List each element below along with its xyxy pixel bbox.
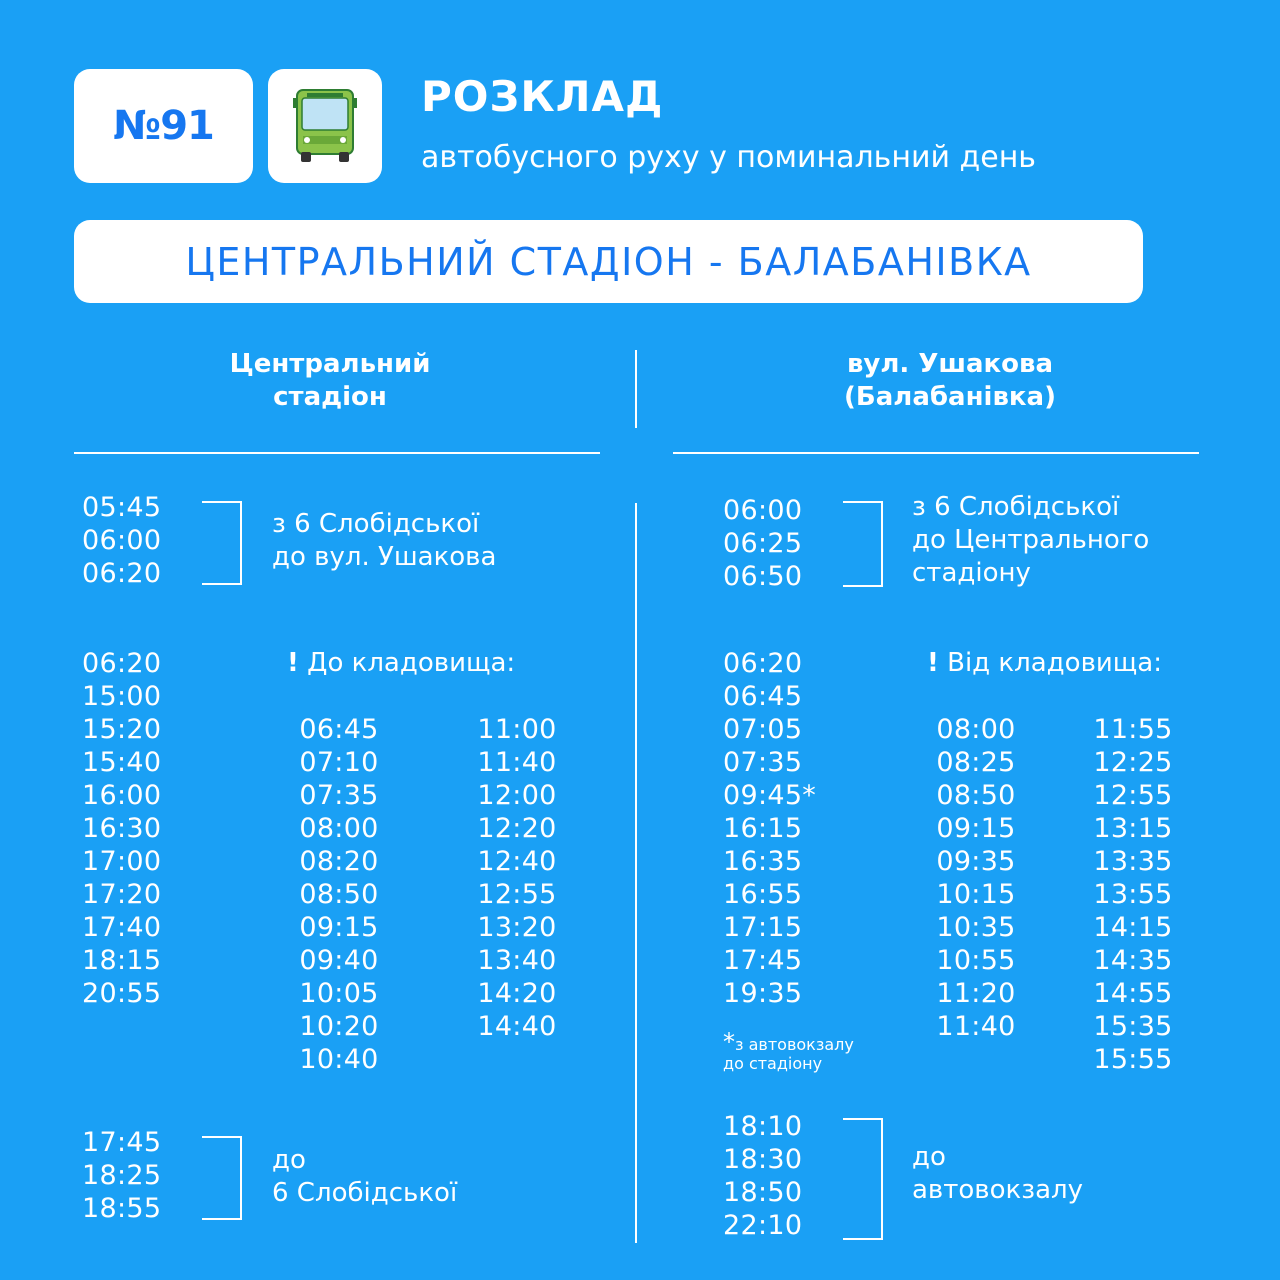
route-number: №91 <box>113 103 214 149</box>
time-entry: 06:20 <box>82 648 162 679</box>
time-entry: 18:25 <box>82 1160 162 1191</box>
time-entry: 18:50 <box>723 1177 803 1208</box>
left-block3-times <box>82 1126 161 1225</box>
right-block1-note-line1: з 6 Слобідської <box>912 492 1120 522</box>
right-block1-note-line2: до Центрального <box>912 525 1150 555</box>
time-entry: 10:35 <box>936 912 1016 943</box>
time-entry: 12:55 <box>477 879 557 910</box>
time-entry: 13:55 <box>1093 879 1173 910</box>
right-block3-times <box>723 1110 802 1242</box>
left-block3-note-line1: до <box>272 1145 306 1175</box>
time-entry: 09:40 <box>299 945 379 976</box>
time-entry: 22:10 <box>723 1210 803 1241</box>
right-block3-note-line2: автовокзалу <box>912 1175 1084 1205</box>
left-block1-times <box>82 491 161 590</box>
time-entry: 14:55 <box>1093 978 1173 1009</box>
page-subtitle: автобусного руху у поминальний день <box>421 140 1036 175</box>
time-entry: 07:10 <box>299 747 379 778</box>
time-entry: 11:20 <box>936 978 1016 1009</box>
time-entry: 10:05 <box>299 978 379 1009</box>
time-entry: 20:55 <box>82 978 162 1009</box>
time-entry: 18:10 <box>723 1111 803 1142</box>
time-entry: 15:00 <box>82 681 162 712</box>
time-entry: 08:50 <box>299 879 379 910</box>
time-entry: 10:15 <box>936 879 1016 910</box>
right-block1-note-line3: стадіону <box>912 558 1031 588</box>
time-entry: 12:20 <box>477 813 557 844</box>
time-entry: 17:20 <box>82 879 162 910</box>
time-entry: 06:20 <box>82 558 162 589</box>
time-entry: 17:45 <box>723 945 803 976</box>
left-heading-line1: Центральний <box>229 349 431 379</box>
right-cemetery-col2 <box>1074 713 1192 1076</box>
time-entry: 14:35 <box>1093 945 1173 976</box>
left-block1-note-line2: до вул. Ушакова <box>272 542 497 572</box>
column-divider <box>635 503 637 1243</box>
time-entry: 08:00 <box>299 813 379 844</box>
left-block1-note <box>272 508 496 574</box>
time-entry: 18:55 <box>82 1193 162 1224</box>
time-entry: 06:45 <box>299 714 379 745</box>
route-name-bar <box>74 220 1143 303</box>
time-entry: 13:15 <box>1093 813 1173 844</box>
time-entry: 08:25 <box>936 747 1016 778</box>
time-entry: 09:35 <box>936 846 1016 877</box>
time-entry: 15:40 <box>82 747 162 778</box>
left-block1-note-line1: з 6 Слобідської <box>272 509 480 539</box>
footnote-line1: з автовокзалу <box>735 1035 854 1054</box>
time-entry: 15:35 <box>1093 1011 1173 1042</box>
time-entry: 17:15 <box>723 912 803 943</box>
right-footnote <box>723 1028 854 1073</box>
time-entry: 09:15 <box>936 813 1016 844</box>
footnote-line2: до стадіону <box>723 1054 823 1073</box>
right-header-underline <box>673 452 1199 454</box>
time-entry: 09:45* <box>723 780 817 811</box>
bus-icon <box>293 88 357 164</box>
left-heading-line2: стадіон <box>273 382 387 412</box>
right-heading-line1: вул. Ушакова <box>846 349 1054 379</box>
time-entry: 17:45 <box>82 1127 162 1158</box>
right-cemetery-label-text: Від кладовища: <box>947 648 1162 678</box>
time-entry: 12:40 <box>477 846 557 877</box>
time-entry: 13:35 <box>1093 846 1173 877</box>
time-entry: 09:15 <box>299 912 379 943</box>
left-block3-bracket <box>202 1136 242 1220</box>
time-entry: 12:55 <box>1093 780 1173 811</box>
time-entry: 08:00 <box>936 714 1016 745</box>
time-entry: 05:45 <box>82 492 162 523</box>
right-cemetery-label <box>927 647 1162 680</box>
right-cemetery-col1 <box>917 713 1035 1043</box>
time-entry: 12:00 <box>477 780 557 811</box>
left-column-heading <box>160 348 500 414</box>
time-entry: 15:20 <box>82 714 162 745</box>
time-entry: 15:55 <box>1093 1044 1173 1075</box>
time-entry: 16:00 <box>82 780 162 811</box>
time-entry: 13:20 <box>477 912 557 943</box>
time-entry: 06:20 <box>723 648 803 679</box>
left-cemetery-col2 <box>458 713 576 1043</box>
time-entry: 13:40 <box>477 945 557 976</box>
right-block1-times <box>723 494 802 593</box>
time-entry: 18:15 <box>82 945 162 976</box>
time-entry: 16:15 <box>723 813 803 844</box>
left-cemetery-label <box>287 647 515 680</box>
time-entry: 07:35 <box>299 780 379 811</box>
time-entry: 17:40 <box>82 912 162 943</box>
right-block1-bracket <box>843 501 883 587</box>
time-entry: 11:55 <box>1093 714 1173 745</box>
route-number-badge <box>74 69 253 183</box>
time-entry: 19:35 <box>723 978 803 1009</box>
right-main-times <box>723 647 816 1010</box>
time-entry: 17:00 <box>82 846 162 877</box>
page-title: РОЗКЛАД <box>421 72 664 121</box>
time-entry: 14:40 <box>477 1011 557 1042</box>
time-entry: 12:25 <box>1093 747 1173 778</box>
time-entry: 08:50 <box>936 780 1016 811</box>
time-entry: 07:35 <box>723 747 803 778</box>
bus-badge <box>268 69 382 183</box>
right-heading-line2: (Балабанівка) <box>844 382 1056 412</box>
right-block1-note <box>912 491 1149 590</box>
time-entry: 11:40 <box>477 747 557 778</box>
right-column-heading <box>780 348 1120 414</box>
time-entry: 06:45 <box>723 681 803 712</box>
time-entry: 11:40 <box>936 1011 1016 1042</box>
time-entry: 16:55 <box>723 879 803 910</box>
time-entry: 06:00 <box>82 525 162 556</box>
right-block3-note <box>912 1141 1083 1207</box>
time-entry: 08:20 <box>299 846 379 877</box>
time-entry: 11:00 <box>477 714 557 745</box>
time-entry: 10:55 <box>936 945 1016 976</box>
time-entry: 07:05 <box>723 714 803 745</box>
left-block1-bracket <box>202 501 242 585</box>
left-cemetery-col1 <box>280 713 398 1076</box>
time-entry: 06:50 <box>723 561 803 592</box>
time-entry: 10:40 <box>299 1044 379 1075</box>
time-entry: 14:20 <box>477 978 557 1009</box>
route-name: ЦЕНТРАЛЬНИЙ СТАДІОН - БАЛАБАНІВКА <box>185 239 1032 284</box>
time-entry: 06:00 <box>723 495 803 526</box>
footnote-star: * <box>723 1028 735 1056</box>
left-header-underline <box>74 452 600 454</box>
time-entry: 16:35 <box>723 846 803 877</box>
exclamation-mark: ! <box>927 648 939 678</box>
right-block3-bracket <box>843 1118 883 1240</box>
left-main-times <box>82 647 161 1010</box>
left-block3-note <box>272 1144 457 1210</box>
time-entry: 10:20 <box>299 1011 379 1042</box>
time-entry: 18:30 <box>723 1144 803 1175</box>
right-block3-note-line1: до <box>912 1142 946 1172</box>
left-cemetery-label-text: До кладовища: <box>307 648 516 678</box>
time-entry: 06:25 <box>723 528 803 559</box>
exclamation-mark: ! <box>287 648 299 678</box>
time-entry: 16:30 <box>82 813 162 844</box>
header-divider <box>635 350 637 428</box>
left-block3-note-line2: 6 Слобідської <box>272 1178 458 1208</box>
time-entry: 14:15 <box>1093 912 1173 943</box>
